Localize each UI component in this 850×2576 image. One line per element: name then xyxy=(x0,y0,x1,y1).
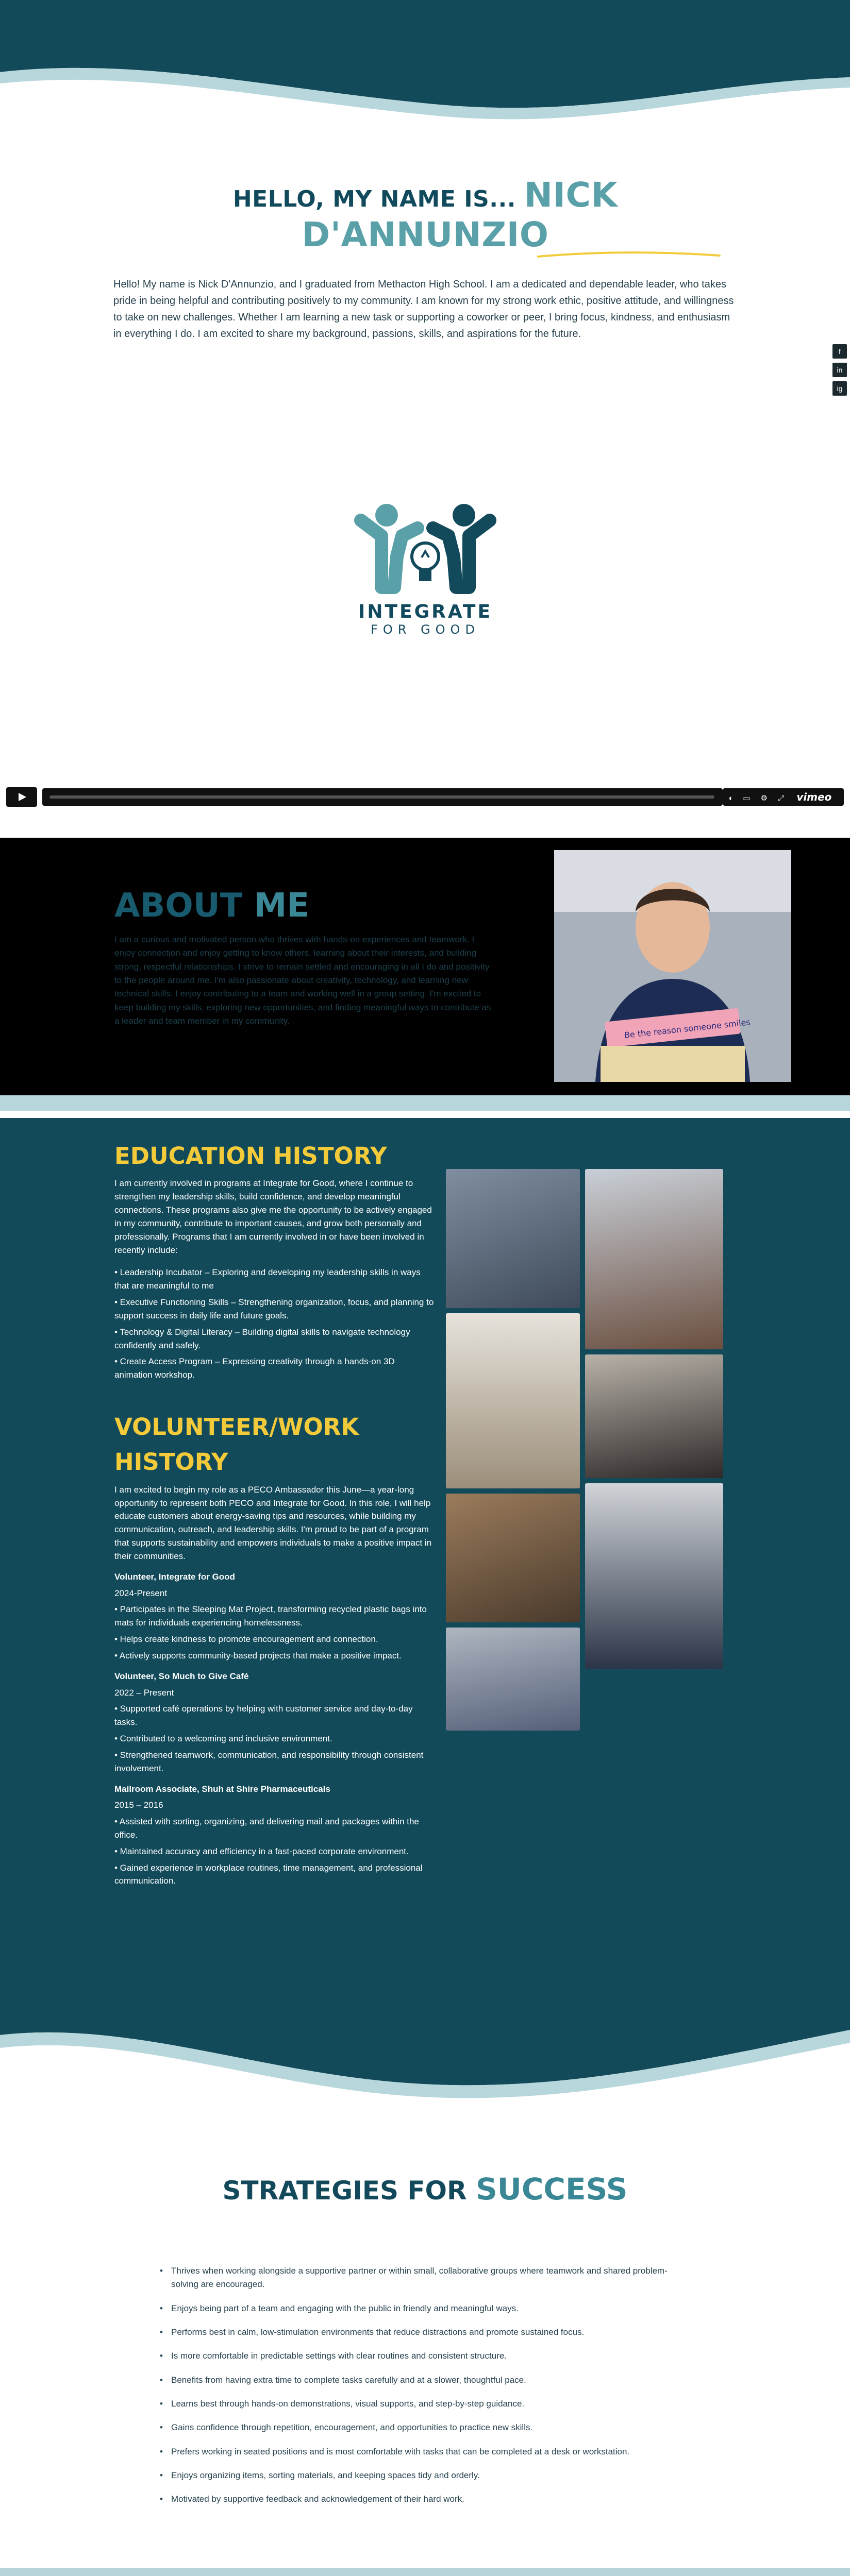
volunteer-title: VOLUNTEER/WORK HISTORY xyxy=(114,1413,359,1476)
gallery-photo xyxy=(585,1169,723,1349)
history-section xyxy=(0,1118,850,2009)
social-links xyxy=(832,344,847,396)
job-line: • Strengthened teamwork, communication, and responsibility through consistent involvement. xyxy=(114,1750,424,1773)
intro-bio: Hello! My name is Nick D'Annunzio, and I graduated from Methacton High School. I am a dedicated and dependable leader, who takes pride in being helpful and contributing positively to my community. I am known for my strong work ethic, positive attitude, and willingness to take on new challenges. Whether I am learning a new task or supporting a coworker or peer, I bring focus, kindness, and enthusiasm in everything I do. I am excited to share my background, passions, skills, and aspirations for the future. xyxy=(113,279,734,340)
logo-subtitle: FOR GOOD xyxy=(371,622,480,637)
education-item: • Create Access Program – Expressing creativity through a hands-on 3D animation workshop. xyxy=(114,1357,395,1380)
video-player xyxy=(0,783,850,811)
portrait-image xyxy=(554,850,791,1082)
job-line: • Contributed to a welcoming and inclusive environment. xyxy=(114,1734,332,1744)
instagram-icon[interactable]: ig xyxy=(832,381,847,396)
about-title xyxy=(114,887,309,925)
about-section xyxy=(0,838,850,1106)
strategy-item: • Enjoys organizing items, sorting materials, and keeping spaces tidy and orderly. xyxy=(160,2469,691,2482)
intro-name: NICK D'ANNUNZIO xyxy=(302,175,618,255)
intro-section xyxy=(113,175,737,342)
strategy-item: • Learns best through hands-on demonstrations, visual supports, and step-by-step guidance. xyxy=(160,2397,691,2411)
strategy-item: • Enjoys being part of a team and engaging with the public in friendly and meaningful ways. xyxy=(160,2302,691,2315)
linkedin-icon[interactable]: in xyxy=(832,363,847,377)
vimeo-logo[interactable]: vimeo xyxy=(796,791,832,803)
strategy-item: • Gains confidence through repetition, encouragement, and opportunities to practice new skills. xyxy=(160,2421,691,2434)
facebook-icon[interactable]: f xyxy=(832,344,847,359)
job-title: Mailroom Associate, Shuh at Shire Pharmaceuticals xyxy=(114,1784,330,1794)
gallery-photo xyxy=(585,1354,723,1478)
job-line: • Gained experience in workplace routines, time management, and professional communication. xyxy=(114,1862,423,1886)
job-line: • Helps create kindness to promote encouragement and connection. xyxy=(114,1634,378,1645)
job-line: • Maintained accuracy and efficiency in a fast-paced corporate environment. xyxy=(114,1846,409,1856)
strategies-title-b: SUCCESS xyxy=(475,2172,628,2207)
volunteer-intro: I am excited to begin my role as a PECO Ambassador this June—a year-long opportunity to represent both PECO and Integrate for Good. In this role, I will help educate customers about energy-saving tips and resources, while building my communication, outreach, and leadership skills. I'm proud to be part of a program that supports sustainability and empowers individuals to make a positive impact in their communities. xyxy=(114,1484,432,1561)
strategy-item: • Benefits from having extra time to complete tasks carefully and at a slower, thoughtful pace. xyxy=(160,2374,691,2387)
job-title: Volunteer, So Much to Give Café xyxy=(114,1671,249,1681)
education-intro: I am currently involved in programs at Integrate for Good, where I continue to strengthen my leadership skills, build confidence, and develop meaningful connections. These programs also give me the opportunity to be actively engaged in my community, contribute to important causes, and grow both personally and professionally. Programs that I am currently involved in or have been involved in recently include: xyxy=(114,1178,432,1255)
job-line: • Assisted with sorting, organizing, and delivering mail and packages within the office. xyxy=(114,1817,419,1840)
logo-figures-icon xyxy=(351,500,500,598)
gallery-photo xyxy=(446,1313,580,1488)
interests-section xyxy=(0,2568,850,2576)
video-controls-icons[interactable]: ◖ ▭ ⚙ ⤢ xyxy=(728,794,789,803)
integrate-for-good-logo xyxy=(351,500,500,654)
video-controls[interactable] xyxy=(723,788,844,806)
strategy-item: • Thrives when working alongside a supportive partner or within small, collaborative groups where teamwork and shared problem-solving are encouraged. xyxy=(160,2264,691,2292)
job-line: • Actively supports community-based projects that make a positive impact. xyxy=(114,1650,402,1660)
logo-title: INTEGRATE xyxy=(358,601,493,622)
strategies-section xyxy=(0,2172,850,2504)
play-button[interactable] xyxy=(6,787,37,807)
job-dates: 2024-Present xyxy=(114,1588,168,1598)
about-photo xyxy=(554,850,791,1082)
about-divider xyxy=(0,1095,850,1111)
job-dates: 2022 – Present xyxy=(114,1687,174,1698)
gallery-photo xyxy=(585,1483,723,1669)
education-item: • Executive Functioning Skills – Strengthening organization, focus, and planning to support success in daily life and future goals. xyxy=(114,1297,434,1320)
about-title-a: ABOUT xyxy=(114,887,243,925)
education-title: EDUCATION HISTORY xyxy=(114,1142,387,1170)
strategy-item: • Prefers working in seated positions and is most comfortable with tasks that can be completed at a desk or workstation. xyxy=(160,2445,691,2459)
intro-greeting: HELLO, MY NAME IS... xyxy=(232,186,516,212)
intro-heading xyxy=(113,175,737,255)
header-wave xyxy=(0,0,850,134)
strategies-list xyxy=(160,2264,691,2517)
strategies-title-a: STRATEGIES FOR xyxy=(222,2176,467,2206)
education-item: • Technology & Digital Literacy – Building digital skills to navigate technology confidently and safely. xyxy=(114,1327,410,1350)
job-line: • Participates in the Sleeping Mat Project, transforming recycled plastic bags into mats for individuals experiencing homelessness. xyxy=(114,1604,427,1628)
strategy-item: • Is more comfortable in predictable settings with clear routines and consistent structure. xyxy=(160,2349,691,2363)
video-progress-bar[interactable] xyxy=(42,788,723,806)
job-line: • Supported café operations by helping with customer service and day-to-day tasks. xyxy=(114,1704,413,1727)
education-column xyxy=(114,1139,434,1888)
job-title: Volunteer, Integrate for Good xyxy=(114,1571,235,1582)
gallery-photo xyxy=(446,1169,580,1308)
gallery-photo xyxy=(446,1628,580,1731)
gallery-photo xyxy=(446,1494,580,1622)
section-wave xyxy=(0,1984,850,2102)
name-underline xyxy=(536,251,722,259)
sign-text: Be the reason someone smiles xyxy=(623,1017,751,1040)
job-dates: 2015 – 2016 xyxy=(114,1800,163,1810)
strategies-title xyxy=(0,2172,850,2207)
strategy-item: • Performs best in calm, low-stimulation environments that reduce distractions and promote sustained focus. xyxy=(160,2326,691,2339)
strategy-item: • Motivated by supportive feedback and acknowledgement of their hard work. xyxy=(160,2493,691,2506)
about-title-b: ME xyxy=(254,887,310,925)
education-item: • Leadership Incubator – Exploring and developing my leadership skills in ways that are meaningful to me xyxy=(114,1267,421,1291)
about-text: I am a curious and motivated person who thrives with hands-on experiences and teamwork. I enjoy connection and enjoy getting to know others, learning about their interests, and building strong, respectful relationships. I strive to remain settled and encouraging in all I do and positivity to the people around me. I'm also passionate about creativity, technology, and learning new technical skills. I enjoy contributing to a team and working well in a group setting. I'm excited to keep building my skills, exploring new opportunities, and finding meaningful ways to contribute as a leader and team member in my community. xyxy=(114,935,491,1026)
